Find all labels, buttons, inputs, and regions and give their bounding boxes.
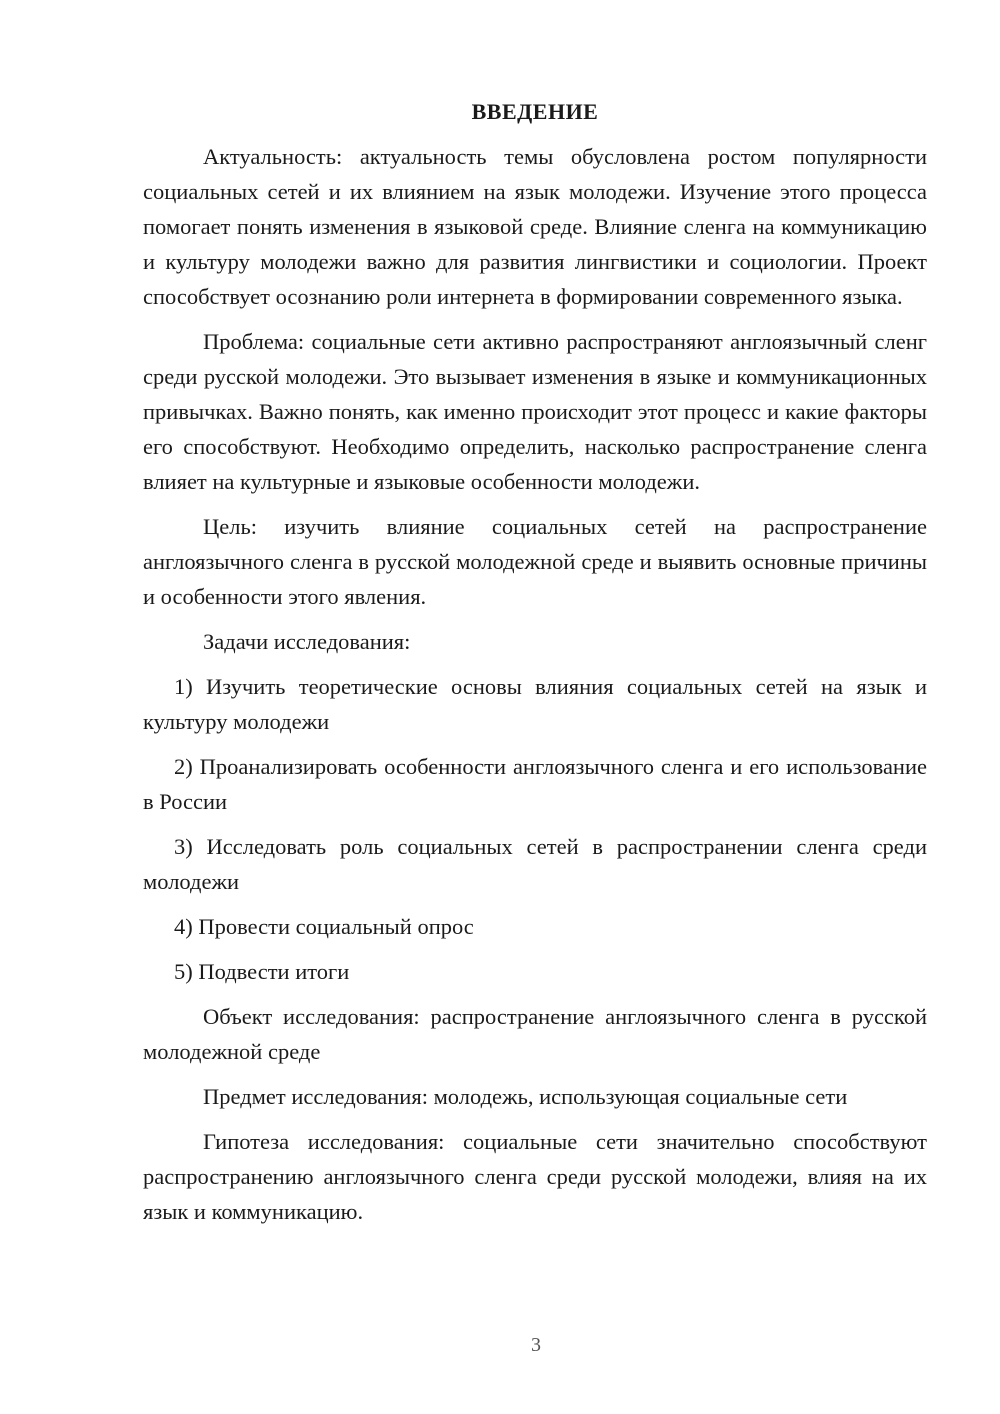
- goal-paragraph: Цель: изучить влияние социальных сетей на распространение англоязычного сленга в русской молодежной среде и выявить основные причины и особенности этого явления.: [143, 514, 927, 609]
- subject-paragraph: Предмет исследования: молодежь, использующая социальные сети: [203, 1084, 848, 1109]
- page-content: [143, 94, 927, 1239]
- task-item-2: 2) Проанализировать особенности англоязычного сленга и его использование в России: [143, 754, 927, 814]
- task-item-1: 1) Изучить теоретические основы влияния социальных сетей на язык и культуру молодежи: [143, 674, 927, 734]
- problem-paragraph: Проблема: социальные сети активно распространяют англоязычный сленг среди русской молодежи. Это вызывает изменения в языке и коммуникационных привычках. Важно понять, как именно происходит этот процесс и какие факторы его способствуют. Необходимо определить, насколько распространение сленга влияет на культурные и языковые особенности молодежи.: [143, 329, 927, 494]
- tasks-title: Задачи исследования:: [203, 629, 411, 654]
- task-item-5: 5) Подвести итоги: [174, 959, 350, 984]
- task-item-3: 3) Исследовать роль социальных сетей в распространении сленга среди молодежи: [143, 834, 927, 894]
- hypothesis-paragraph: Гипотеза исследования: социальные сети значительно способствуют распространению англоязычного сленга среди русской молодежи, влияя на их язык и коммуникацию.: [143, 1129, 927, 1224]
- section-heading: ВВЕДЕНИЕ: [471, 99, 599, 124]
- page-number: 3: [531, 1334, 541, 1356]
- object-paragraph: Объект исследования: распространение англоязычного сленга в русской молодежной среде: [143, 1004, 927, 1064]
- relevance-paragraph: Актуальность: актуальность темы обусловлена ростом популярности социальных сетей и их влиянием на язык молодежи. Изучение этого процесса помогает понять изменения в языковой среде. Влияние сленга на коммуникацию и культуру молодежи важно для развития лингвистики и социологии. Проект способствует осознанию роли интернета в формировании современного языка.: [143, 144, 927, 309]
- task-item-4: 4) Провести социальный опрос: [174, 914, 474, 939]
